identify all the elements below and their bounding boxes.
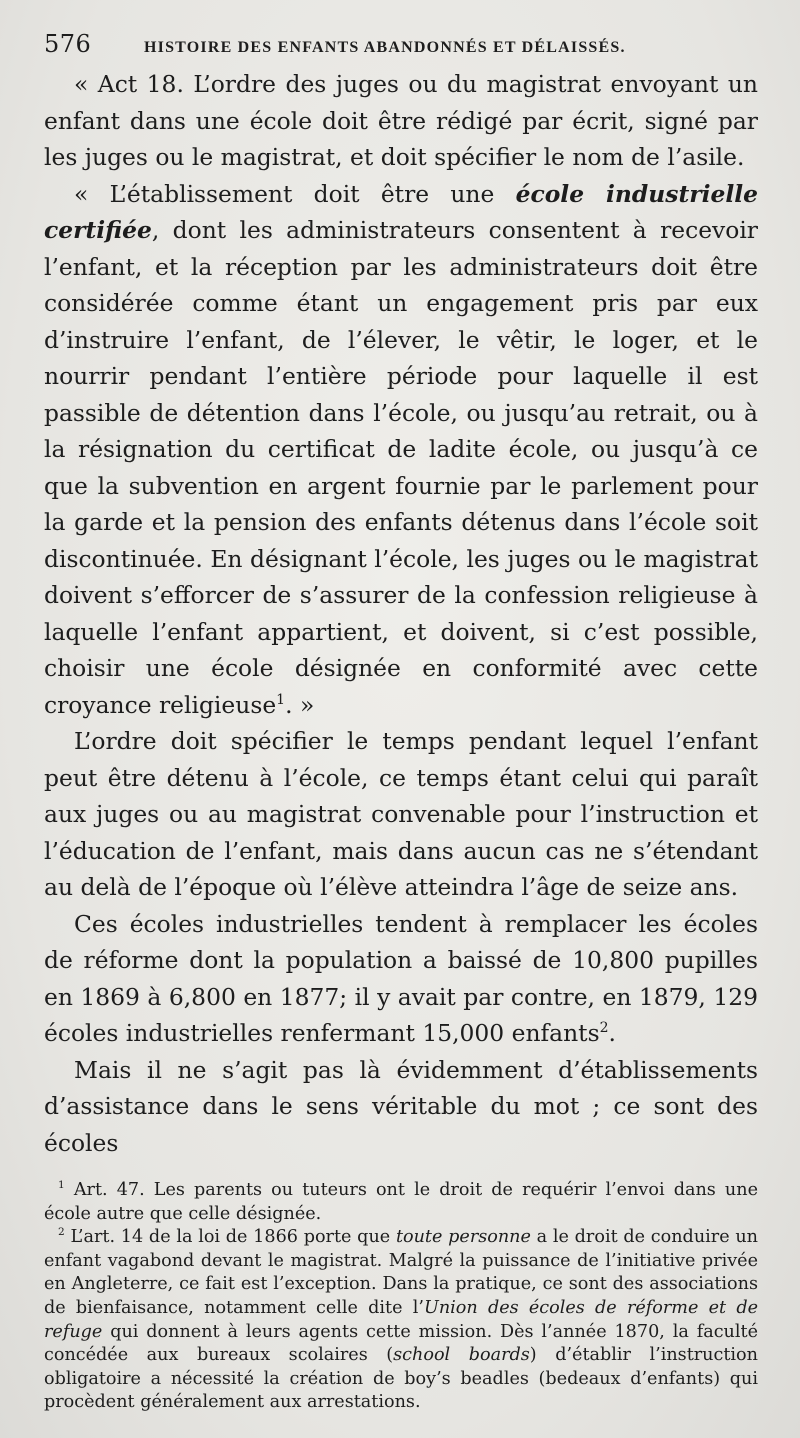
footnote-2-part-d: ) d’établir l’instruction obligatoire a nécessité la création de boy’s beadles (bedeaux d’enfants) qui procèdent généralement aux arrestations. bbox=[44, 1345, 758, 1413]
paragraph-4-text: Ces écoles industrielles tendent à remplacer les écoles de réforme dont la population a baissé de 10,800 pupilles en 1869 à 6,800 en 1877; il y avait par contre, en 1879, 129 écoles industrielles renfermant 15,000 enfants bbox=[44, 909, 758, 1047]
footnote-ref-1: 1 bbox=[276, 691, 286, 708]
footnote-ref-2: 2 bbox=[599, 1020, 609, 1037]
running-head bbox=[44, 30, 758, 58]
paragraph-5: Mais il ne s’agit pas là évidemment d’établissements d’assistance dans le sens véritable du mot ; ce sont des écoles bbox=[44, 1055, 758, 1157]
footnote-2-part-a: L’art. 14 de la loi de 1866 porte que bbox=[64, 1227, 396, 1248]
paragraph-2 bbox=[44, 176, 758, 724]
page-number: 576 bbox=[44, 30, 92, 58]
main-text bbox=[44, 66, 758, 1161]
paragraph-4-end: . bbox=[608, 1019, 616, 1047]
footnote-1-text: Art. 47. Les parents ou tuteurs ont le droit de requérir l’envoi dans une école autre que celle désignée. bbox=[44, 1180, 758, 1224]
paragraph-2-rest: , dont les administrateurs consentent à recevoir l’enfant, et la réception par les administrateurs doit être considérée comme étant un engagement pris par eux d’instruire l’enfant, de l’élever, le vêtir, le loger, et le nourrir pendant l’entière période pour laquelle il est passible de détention dans l’école, ou jusqu’au retrait, ou à la résignation du certificat de ladite école, ou jusqu’à ce que la subvention en argent fournie par le parlement pour la garde et la pension des enfants détenus dans l’école soit discontinuée. En désignant l’école, les juges ou le magistrat doivent s’efforcer de s’assurer de la confession religieuse à laquelle l’enfant appartient, et doivent, si c’est possible, choisir une école désignée en conformité avec cette croyance religieuse bbox=[44, 216, 758, 719]
footnotes bbox=[44, 1179, 758, 1415]
footnote-1 bbox=[44, 1179, 758, 1226]
footnote-2-marker: 2 bbox=[58, 1226, 65, 1239]
paragraph-3: L’ordre doit spécifier le temps pendant lequel l’enfant peut être détenu à l’école, ce temps étant celui qui paraît aux juges ou au magistrat convenable pour l’instruction et l’éducation de l’enfant, mais dans aucun cas ne s’étendant au delà de l’époque où l’élève atteindra l’âge de seize ans. bbox=[44, 727, 758, 901]
emphasis-toute-personne: toute personne bbox=[395, 1227, 531, 1248]
footnote-2-part-c: qui donnent à leurs agents cette mission. Dès l’année 1870, la faculté concédée aux bureaux scolaires ( bbox=[44, 1321, 758, 1366]
footnote-2-part-b: a le droit de conduire un enfant vagabond devant le magistrat. Malgré la puissance de l’initiative privée en Angleterre, ce fait est l’exception. Dans la pratique, ce sont des associations de bienfaisance, notamment celle dite l’ bbox=[44, 1227, 758, 1318]
paragraph-1: « Act 18. L’ordre des juges ou du magistrat envoyant un enfant dans une école doit être rédigé par écrit, signé par les juges ou le magistrat, et doit spécifier le nom de l’asile. bbox=[44, 70, 758, 171]
running-title: HISTOIRE DES ENFANTS ABANDONNÉS ET DÉLAISSÉS. bbox=[144, 39, 626, 56]
paragraph-2-end: . » bbox=[285, 690, 315, 719]
emphasis-ecole-industrielle: école industrielle certifiée bbox=[44, 179, 759, 244]
emphasis-union-des-ecoles: Union des écoles de réforme et de refuge bbox=[44, 1297, 758, 1342]
emphasis-school-boards: school boards bbox=[393, 1345, 530, 1366]
paragraph-2-start: « L’établissement doit être une bbox=[74, 179, 516, 208]
footnote-2 bbox=[44, 1226, 758, 1415]
paragraph-4 bbox=[44, 906, 758, 1052]
footnote-1-marker: 1 bbox=[58, 1179, 65, 1192]
